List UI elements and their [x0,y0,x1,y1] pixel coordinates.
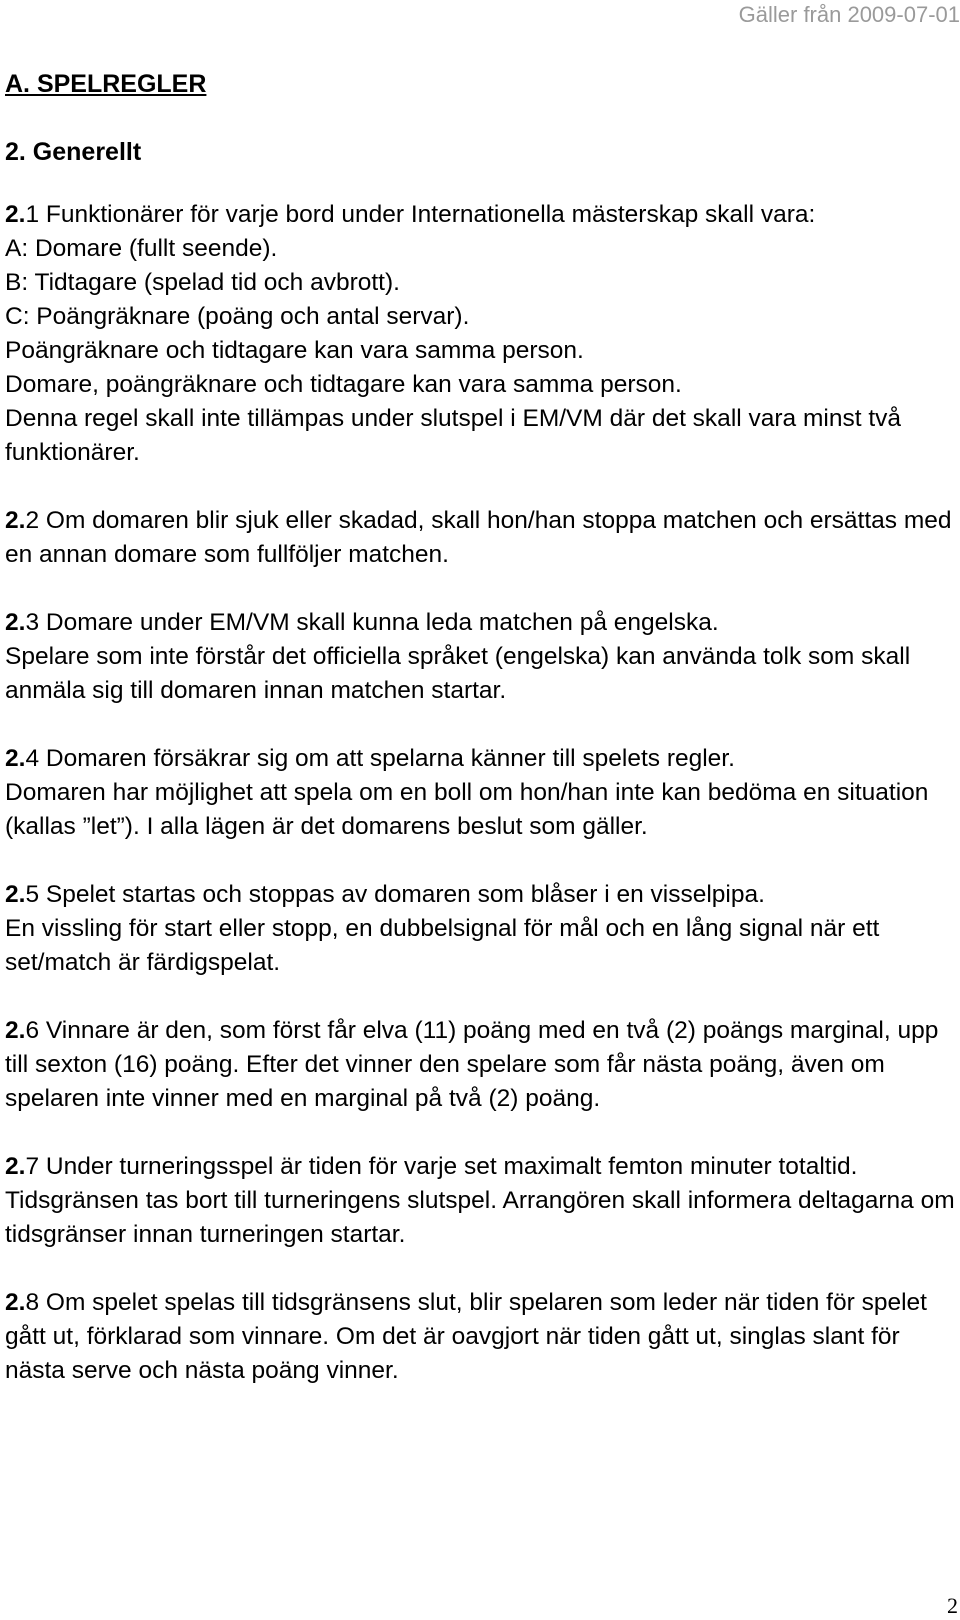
paragraph-2-2 [5,504,957,572]
paragraph-number-bold: 2. [5,745,26,772]
paragraph-number-bold: 2. [5,881,26,908]
paragraph-number: 6 [25,1017,40,1044]
paragraph-number: 1 [25,201,40,228]
paragraph-text: Domaren försäkrar sig om att spelarna känner till spelets regler. Domaren har möjlighet att spela om en boll om hon/han inte kan bedöma en situation (kallas ”let”). I alla lägen är det domarens beslut som gäller. [5,745,929,840]
paragraph-text: Under turneringsspel är tiden för varje set maximalt femton minuter totaltid. Tidsgränsen tas bort till turneringens slutspel. Arrangören skall informera deltagarna om tidsgränser innan turneringen startar. [5,1153,955,1248]
paragraph-text: Vinnare är den, som först får elva (11) poäng med en två (2) poängs marginal, upp till sexton (16) poäng. Efter det vinner den spelare som får nästa poäng, även om spelaren inte vinner med en marginal på två (2) poäng. [5,1017,939,1112]
page-number: 2 [947,1593,958,1618]
paragraph-2-3 [5,606,957,708]
document-title: A. SPELREGLER [5,70,207,98]
document-body [5,68,957,1388]
paragraph-number-bold: 2. [5,507,26,534]
paragraph-2-7 [5,1150,957,1252]
paragraph-number-bold: 2. [5,1153,26,1180]
section-heading: 2. Generellt [5,138,142,166]
paragraph-text: Spelet startas och stoppas av domaren som blåser i en visselpipa. En vissling för start eller stopp, en dubbelsignal för mål och en lång signal när ett set/match är färdigspelat. [5,881,880,976]
paragraph-2-4 [5,742,957,844]
paragraph-number: 4 [25,745,40,772]
paragraph-number: 5 [25,881,40,908]
paragraph-number-bold: 2. [5,1289,26,1316]
paragraph-2-1 [5,198,957,470]
paragraph-number: 2 [25,507,40,534]
paragraph-text: Funktionärer för varje bord under Internationella mästerskap skall vara: A: Domare (fullt seende). B: Tidtagare (spelad tid och avbrott). C: Poängräknare (poäng och antal servar). Poängräknare och tidtagare kan vara samma person. Domare, poängräknare och tidtagare kan vara samma person. Denna regel skall inte tillämpas under slutspel i EM/VM där det skall vara minst två funktionärer. [5,201,901,466]
paragraph-number-bold: 2. [5,201,26,228]
paragraph-text: Domare under EM/VM skall kunna leda matchen på engelska. Spelare som inte förstår det officiella språket (engelska) kan använda tolk som skall anmäla sig till domaren innan matchen startar. [5,609,911,704]
valid-from-date: Gäller från 2009-07-01 [738,2,960,27]
paragraph-2-6 [5,1014,957,1116]
paragraph-number: 8 [25,1289,40,1316]
paragraph-number: 3 [25,609,40,636]
paragraph-text: Om domaren blir sjuk eller skadad, skall hon/han stoppa matchen och ersättas med en annan domare som fullföljer matchen. [5,507,952,568]
paragraph-number-bold: 2. [5,1017,26,1044]
paragraph-number-bold: 2. [5,609,26,636]
paragraph-text: Om spelet spelas till tidsgränsens slut, blir spelaren som leder när tiden för spelet gått ut, förklarad som vinnare. Om det är oavgjort när tiden gått ut, singlas slant för nästa serve och nästa poäng vinner. [5,1289,927,1384]
paragraph-number: 7 [25,1153,40,1180]
paragraph-2-5 [5,878,957,980]
paragraph-2-8 [5,1286,957,1388]
